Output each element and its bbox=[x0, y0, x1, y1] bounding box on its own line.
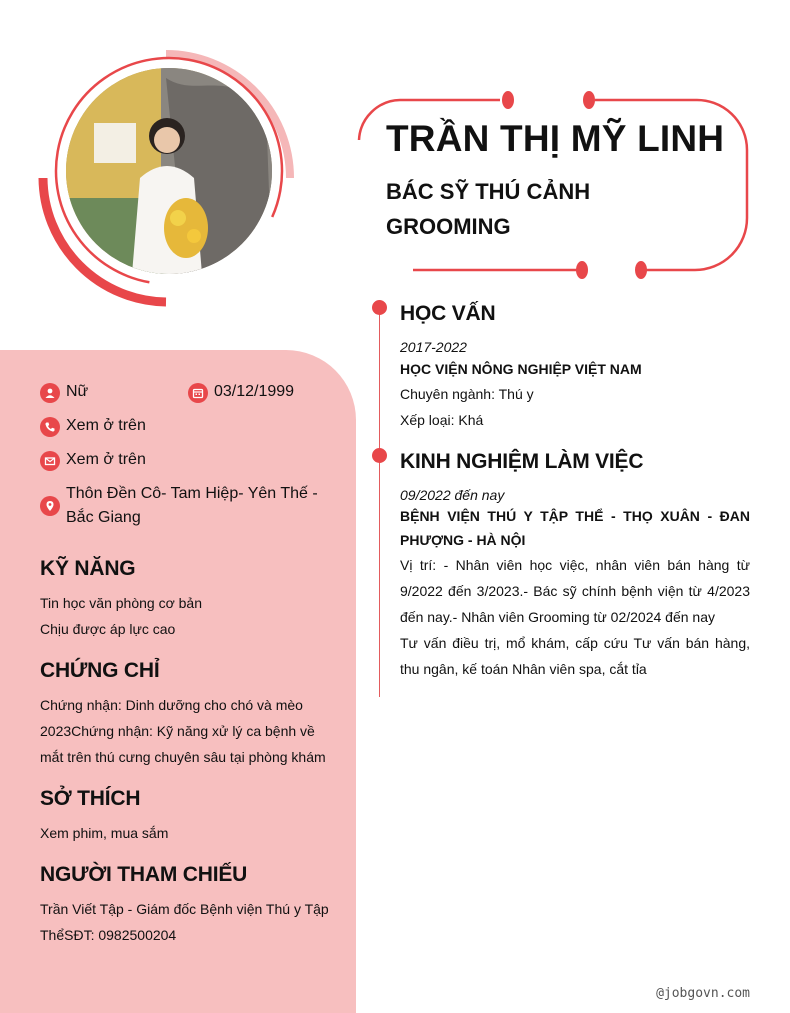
education-grade: Xếp loại: Khá bbox=[400, 412, 484, 428]
watermark: @jobgovn.com bbox=[656, 986, 750, 1001]
references-title: NGƯỜI THAM CHIẾU bbox=[40, 863, 248, 886]
education-major: Chuyên ngành: Thú y bbox=[400, 386, 534, 402]
hobbies-text: Xem phim, mua sắm bbox=[40, 825, 169, 841]
certificates-title: CHỨNG CHỈ bbox=[40, 659, 160, 682]
list-item: Chịu được áp lực cao bbox=[40, 621, 176, 637]
experience-duties: Tư vấn điều trị, mổ khám, cấp cứu Tư vấn bán hàng, thu ngân, kế toán Nhân viên spa, cắt tỉa bbox=[400, 635, 750, 677]
phone-icon bbox=[40, 417, 60, 437]
mail-icon bbox=[40, 451, 60, 471]
avatar-frame bbox=[38, 48, 298, 308]
timeline-dot bbox=[372, 300, 387, 315]
hobbies-title: SỞ THÍCH bbox=[40, 787, 141, 810]
education-school: HỌC VIỆN NÔNG NGHIỆP VIỆT NAM bbox=[400, 361, 642, 377]
references-text: Trần Viết Tập - Giám đốc Bệnh viện Thú y Tập ThểSĐT: 0982500204 bbox=[40, 901, 329, 943]
dob-row bbox=[188, 382, 294, 404]
location-icon bbox=[40, 496, 60, 516]
email-row bbox=[40, 450, 146, 472]
certificates-text: Chứng nhận: Dinh dưỡng cho chó và mèo 2023Chứng nhận: Kỹ năng xử lý ca bệnh về mắt trên thú cưng chuyên sâu tại phòng khám bbox=[40, 697, 326, 765]
email-value: Xem ở trên bbox=[66, 451, 146, 468]
user-icon bbox=[40, 383, 60, 403]
phone-row bbox=[40, 416, 146, 438]
experience-period: 09/2022 đến nay bbox=[400, 487, 505, 503]
address-row bbox=[40, 484, 318, 530]
experience-company: BỆNH VIỆN THÚ Y TẬP THỂ - THỌ XUÂN - ĐAN PHƯỢNG - HÀ NỘI bbox=[400, 508, 750, 548]
phone-value: Xem ở trên bbox=[66, 417, 146, 434]
calendar-icon bbox=[188, 383, 208, 403]
education-title: HỌC VẤN bbox=[400, 302, 496, 325]
timeline-dot bbox=[372, 448, 387, 463]
timeline-line bbox=[379, 305, 380, 697]
job-title: BÁC SỸ THÚ CẢNH GROOMING bbox=[386, 179, 591, 239]
experience-title: KINH NGHIỆM LÀM VIỆC bbox=[400, 450, 644, 473]
avatar-photo bbox=[66, 68, 272, 274]
candidate-name: TRẦN THỊ MỸ LINH bbox=[386, 118, 725, 159]
gender-value: Nữ bbox=[66, 383, 89, 400]
address-value: Thôn Đền Cô- Tam Hiệp- Yên Thế - Bắc Giang bbox=[66, 485, 318, 526]
list-item: Tin học văn phòng cơ bản bbox=[40, 595, 202, 611]
education-period: 2017-2022 bbox=[400, 339, 467, 355]
skills-title: KỸ NĂNG bbox=[40, 557, 136, 580]
skills-list bbox=[40, 590, 202, 642]
gender-row bbox=[40, 382, 88, 404]
dob-value: 03/12/1999 bbox=[214, 383, 295, 400]
experience-description: Vị trí: - Nhân viên học việc, nhân viên bán hàng từ 9/2022 đến 3/2023.- Bác sỹ chính bệnh viện từ 4/2023 đến nay.- Nhân viên Grooming từ 02/2024 đến nay bbox=[400, 557, 750, 625]
